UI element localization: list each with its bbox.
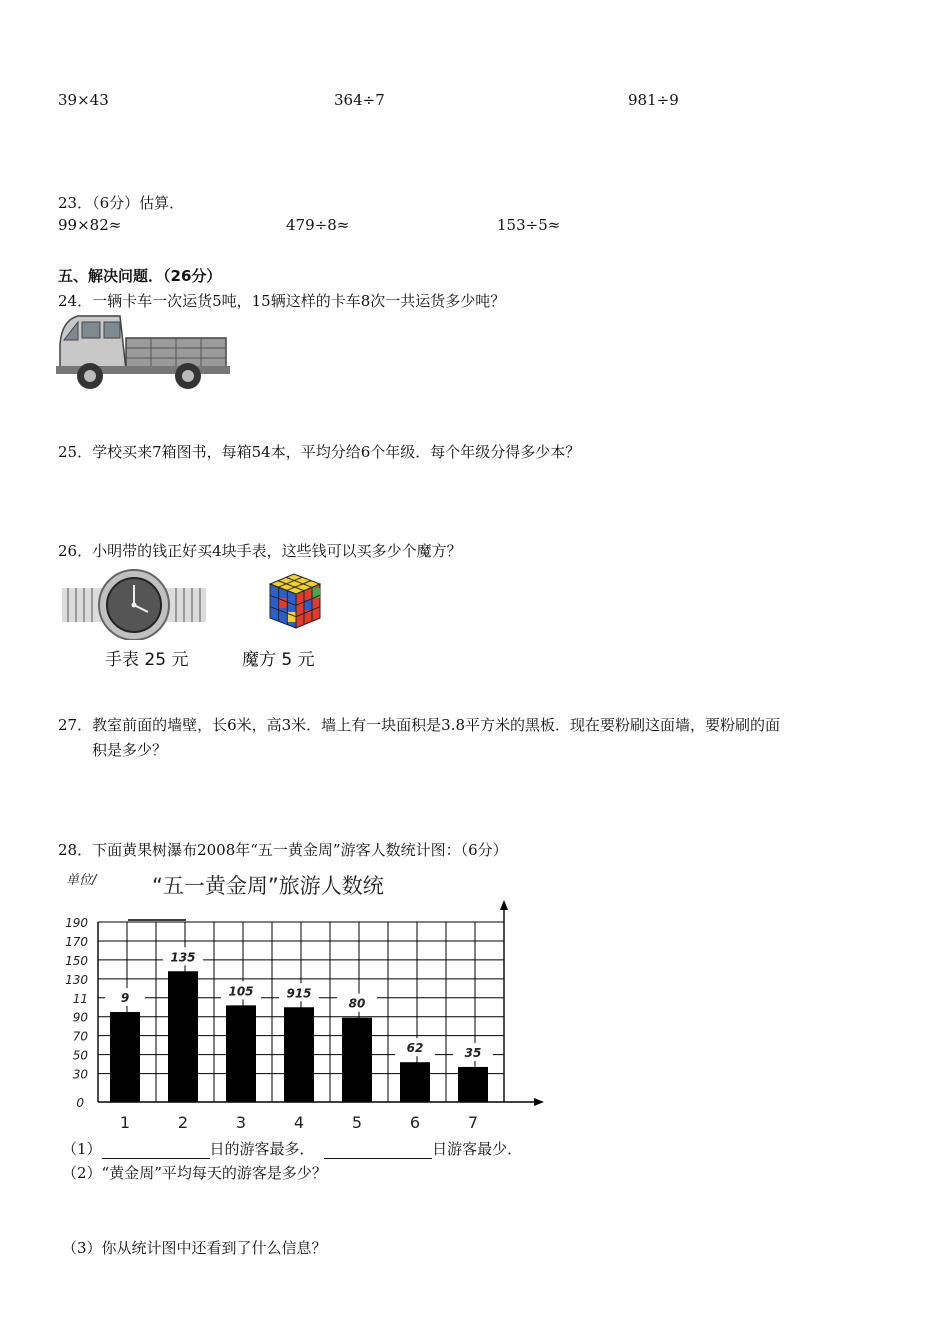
data-label: 80 [348,996,366,1011]
chart-unit-label: 单位/ [66,873,97,888]
x-tick-label: 2 [177,1113,189,1132]
bar-day-5 [342,1018,372,1102]
question-28-sub3: （3）你从统计图中还看到了什么信息？ [62,1239,327,1257]
y-tick-label: 70 [72,1029,88,1044]
y-tick-label: 30 [72,1067,88,1082]
rubiks-cube-image [264,570,326,632]
question-27-line1: 27．教室前面的墙壁，长6米，高3米．墙上有一块面积是3.8平方米的黑板．现在要粉刷这面墙，要粉刷的面 [58,716,781,734]
bar-day-3 [226,1005,256,1102]
cube-caption: 魔方 5 元 [242,650,315,670]
bar-day-4 [284,1007,314,1102]
calc-item-2: 364÷7 [334,91,385,109]
x-axis-arrow [534,1098,544,1106]
calc-item-3: 981÷9 [628,91,679,109]
y-tick-label: 90 [72,1010,88,1025]
estimate-item-3: 153÷5≈ [497,216,561,234]
question-28-text: 28．下面黄果树瀑布2008年“五一黄金周”游客人数统计图：（6分） [58,841,508,859]
data-label: 9 [120,991,130,1005]
y-tick-label: 150 [65,953,88,968]
estimate-item-1: 99×82≈ [58,216,122,234]
y-tick-label: 50 [72,1048,88,1063]
x-tick-label: 5 [351,1113,363,1132]
data-label: 62 [406,1041,424,1056]
x-tick-label: 1 [119,1113,131,1132]
data-label: 135 [170,950,196,965]
data-label: 105 [228,984,254,999]
bar-day-2 [168,971,198,1102]
question-24-text: 24．一辆卡车一次运货5吨，15辆这样的卡车8次一共运货多少吨？ [58,292,506,310]
x-tick-label: 7 [467,1113,479,1132]
watch-image [62,568,206,640]
calc-item-1: 39×43 [58,91,109,109]
y-axis-arrow [500,900,508,910]
y-tick-label: 130 [65,972,88,987]
watch-caption: 手表 25 元 [105,650,189,670]
question-28-sub2: （2）“黄金周”平均每天的游客是多少？ [62,1164,327,1182]
sub1-least-text: 日游客最少． [432,1140,523,1158]
bar-day-7 [458,1067,488,1102]
bar-day-6 [400,1062,430,1102]
question-27-line2: 积是多少？ [92,741,168,759]
y-tick-label: 190 [65,916,88,930]
estimate-item-2: 479÷8≈ [286,216,350,234]
y-tick-label: 11 [72,991,88,1006]
question-25-text: 25．学校买来7箱图书，每箱54本，平均分给6个年级．每个年级分得多少本？ [58,443,581,461]
question-28-sub1 [62,1138,522,1159]
chart-x-ticks [120,1113,478,1132]
data-label: 35 [464,1045,482,1060]
chart-title: “五一黄金周”旅游人数统 [152,874,384,898]
x-tick-label: 3 [235,1113,247,1132]
question-26-text: 26．小明带的钱正好买4块手表，这些钱可以买多少个魔方？ [58,542,462,560]
data-label: 915 [286,986,312,1001]
question-23-title: 23．（6分）估算． [58,194,185,212]
chart-y-ticks [65,916,88,1110]
section-5-title: 五、解决问题．（26分） [58,267,222,285]
answer-blank-least[interactable] [324,1144,432,1159]
x-tick-label: 4 [293,1113,305,1132]
visitor-bar-chart [58,866,558,1136]
x-tick-label: 6 [409,1113,421,1132]
bar-day-1 [110,1012,140,1102]
y-tick-label: 0 [76,1096,84,1110]
answer-blank-most[interactable] [102,1144,210,1159]
sub1-most-text: 日的游客最多． [209,1140,315,1158]
y-tick-label: 170 [65,934,88,949]
truck-image [56,310,232,390]
sub1-prefix: （1） [62,1140,102,1158]
